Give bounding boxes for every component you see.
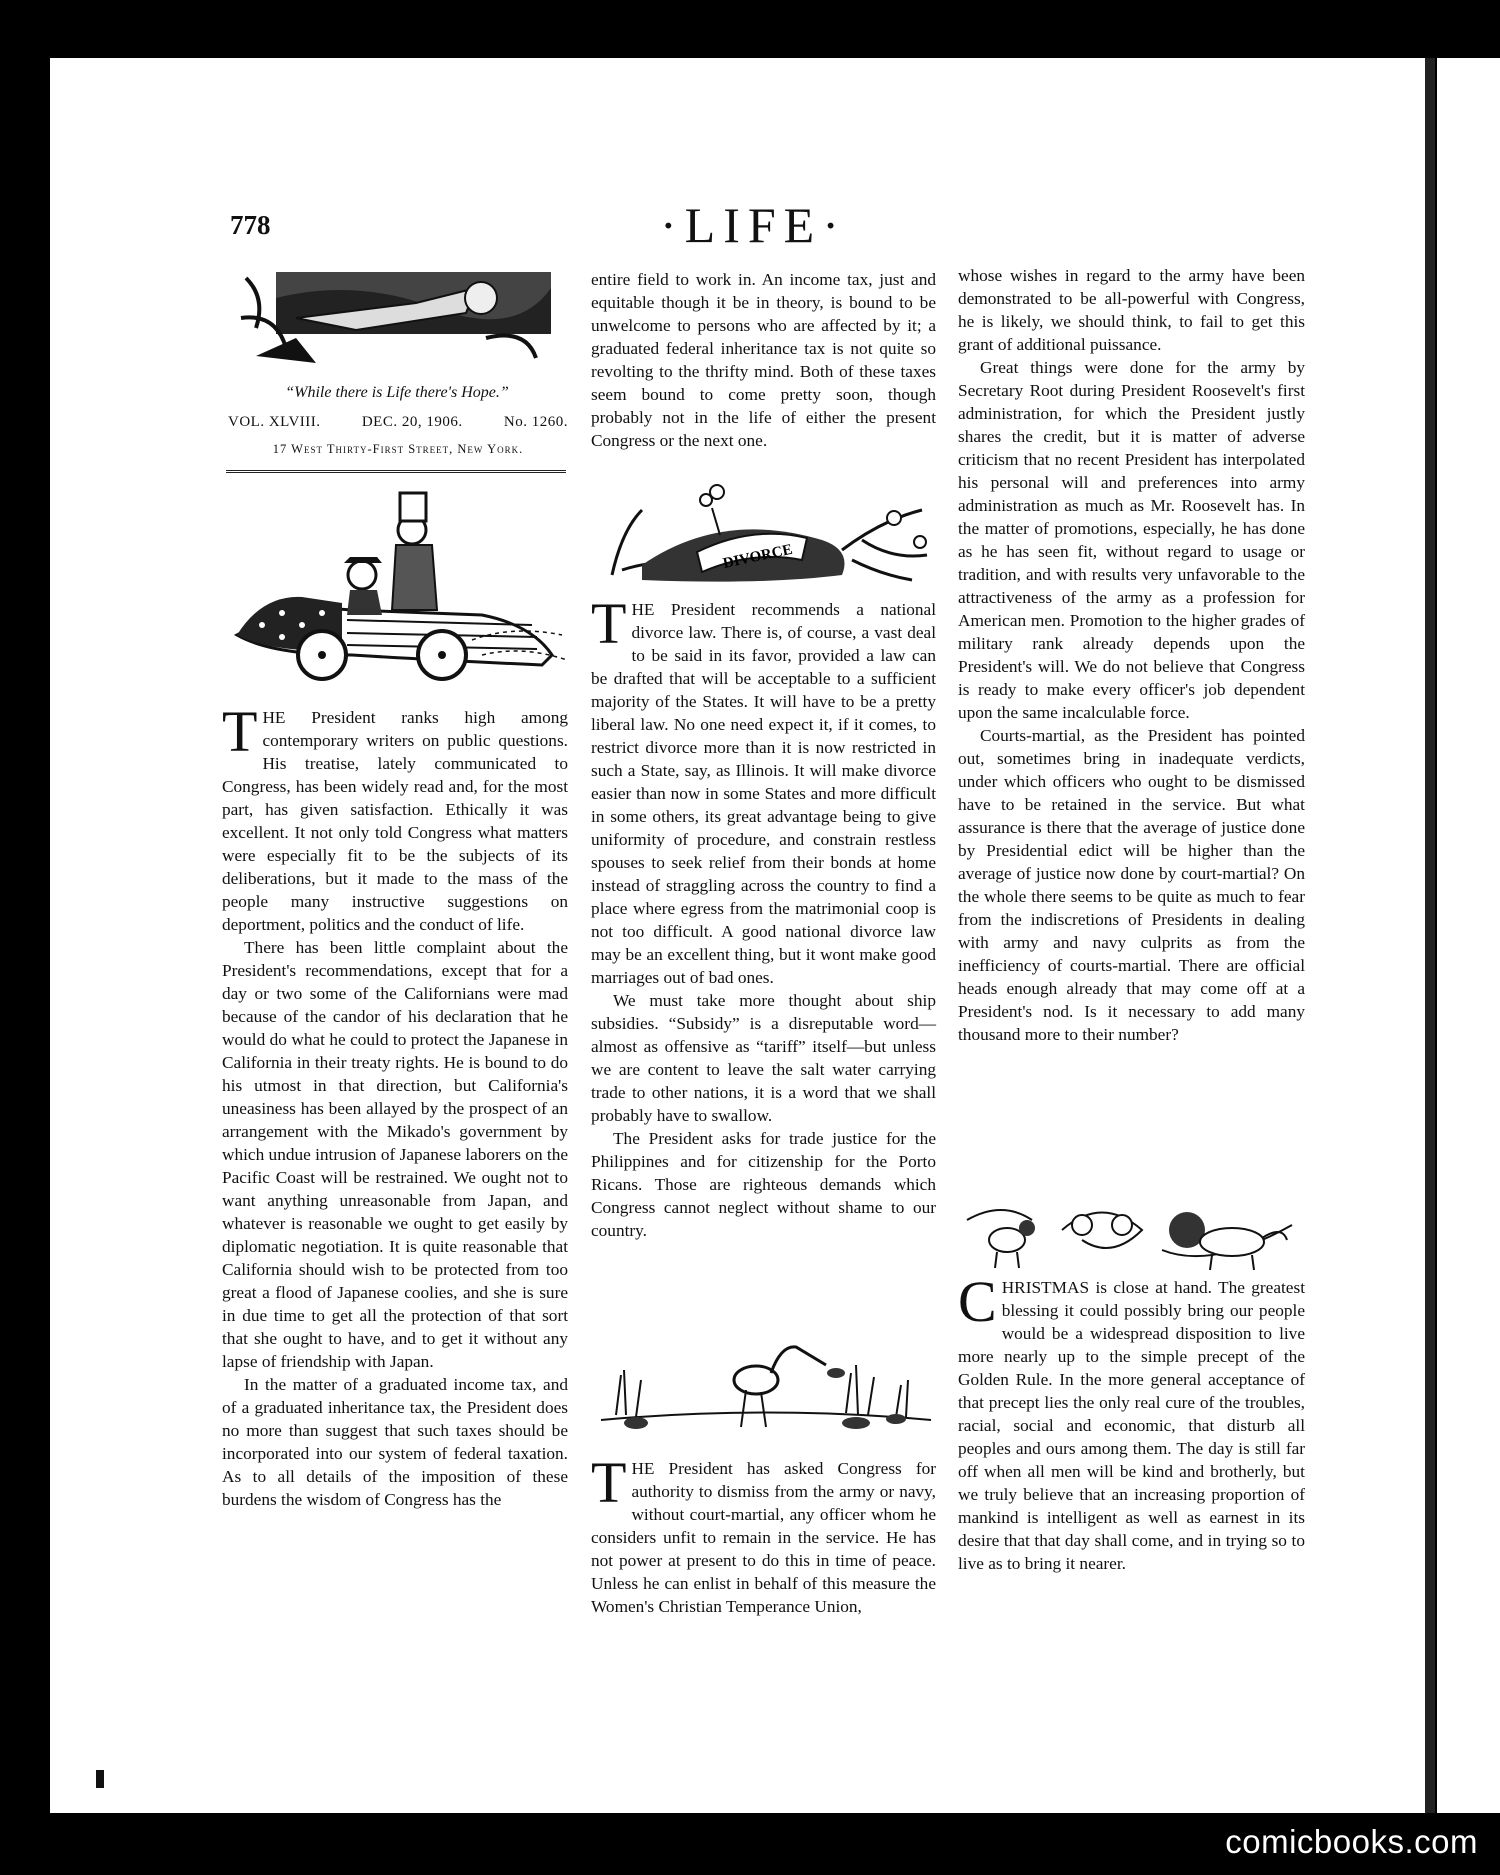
issue-number: No. 1260.: [503, 414, 568, 430]
col2-paragraph-3: We must take more thought about ship subsidies. “Subsidy” is a disreputable word—almost as offensive as “tariff” itself—but unless we are content to leave the salt water carrying trade to other nations, it is a word that we shall probably have to swallow.: [591, 991, 936, 1125]
col2-paragraph-4: The President asks for trade justice for the Philippines and for citizenship for the Porto Ricans. Those are righteous demands which Congress cannot neglect without shame to our country.: [591, 1129, 936, 1240]
col1-paragraph-3: In the matter of a graduated income tax, and of a graduated inheritance tax, the President does no more than suggest that such taxes should be incorporated into our system of federal taxation. As to all details of the imposition of these burdens the wisdom of Congress has the: [222, 1375, 568, 1509]
volume-number: VOL. XLVIII.: [228, 414, 321, 430]
col2-paragraph-1: entire field to work in. An income tax, just and equitable though it be in theory, is bound to be unwelcome to persons who are affected by it; a graduated federal inheritance tax is not quite so revolting to the thrifty mind. Both of these taxes seem bound to come pretty soon, though probably not in the life of either the present Congress or the next one.: [591, 270, 936, 450]
col1-paragraph-1: THE President ranks high among contemporary writers on public questions. His treatise, lately communicated to Congress, has been widely read and, for the most part, has given satisfaction. Ethically it was excellent. It not only told Congress what matters were especially fit to be the subjects of its deliberations, but it made to the mass of the people many instructive suggestions on deportment, politics and the conduct of life.: [222, 699, 568, 934]
page-gutter: [1425, 58, 1435, 1813]
volume-line: [228, 414, 568, 431]
col3-paragraph-4: CHRISTMAS is close at hand. The greatest blessing it could possibly bring our people would be a widespread disposition to live more nearly up to the simple precept of the Golden Rule. In the more general acceptance of that precept lies the only real cure of the troubles, racial, social and economic, that disturb all peoples and ours among them. The day is still far off when all men will be kind and brotherly, but we truly believe that an increasing proportion of mankind is intelligent as well as earnest in its desire that that day shall come, and in trying so to live as to bring it nearer.: [958, 1269, 1305, 1573]
adjacent-page-edge: [1437, 58, 1500, 1813]
page-number: 778: [230, 210, 271, 240]
scan-mark: [96, 1770, 104, 1788]
masthead-title: ·LIFE·: [660, 197, 847, 253]
col3-paragraph-3: Courts-martial, as the President has pointed out, sometimes bring in inadequate verdicts, under which officers who ought to be dismissed have to be retained in the service. But what assurance is there that the average of justice done by Presidential edict will be higher than the average of justice now done by court-martial? On the whole there seems to be quite as much to fear from the indiscretions of Presidents in dealing with army and navy culprits as from the inefficiency of courts-martial. There are official heads enough already that may come off at a President's nod. Is it necessary to add many thousand more to their number?: [958, 726, 1305, 1044]
col3-paragraph-2: Great things were done for the army by Secretary Root during President Roosevelt's first administration, for which the President justly shares the credit, but it is matter of adverse criticism that no recent President has interpolated his personal will and preferences into army administration as much as Mr. Roosevelt has. In the matter of promotions, especially, he has done as he has seen fit, without regard to usage or tradition, and with results very unfavorable to the attractiveness of the army as a profession for American men. Promotion to the higher grades of military rank already depends upon the President's will. We do not believe that Congress is ready to make every officer's job dependent upon the same incalculable force.: [958, 358, 1305, 722]
article-column-2-army: [591, 1450, 936, 1618]
issue-date: DEC. 20, 1906.: [361, 414, 463, 430]
automobile-cartoon-illustration: [232, 485, 572, 685]
masthead-vignette-illustration: [236, 268, 558, 368]
col3-paragraph-1: whose wishes in regard to the army have been demonstrated to be all-powerful with Congress, he is likely, we should think, to fail to get this grant of additional puissance.: [958, 266, 1305, 354]
source-watermark: comicbooks.com: [1225, 1823, 1478, 1860]
masthead-motto: “While there is Life there's Hope.”: [285, 384, 509, 401]
col2-paragraph-5: THE President has asked Congress for authority to dismiss from the army or navy, without court-martial, any officer whom he considers unfit to remain in the service. He has not power at present to do this in time of peace. Unless he can enlist in behalf of this measure the Women's Christian Temperance Union,: [591, 1450, 936, 1616]
article-column-1: [222, 699, 569, 1511]
divorce-label: DIVORCE: [721, 541, 794, 572]
stork-marsh-illustration: [596, 1335, 936, 1435]
col2-paragraph-2: THE President recommends a national divorce law. There is, of course, a vast deal to be said in its favor, provided a law can be drafted that will be acceptable to a sufficient majority of the States. It will have to be a pretty liberal law. No one need expect it, if it comes, to restrict divorce more than it is now restricted in such a State, say, as Illinois. It will make divorce easier than now in some States and more difficult in some others, its great advantage being to give uniformity of procedure, and constrain restless spouses to seek relief from their bonds at home instead of straggling across the country to find a place where egress from the matrimonial coop is not too difficult. A good national divorce law may be an excellent thing, but it wont make good marriages out of bad ones.: [591, 591, 936, 987]
col1-paragraph-2: There has been little complaint about the President's recommendations, except that for a day or two some of the Californians were mad because of the candor of his declaration that he would do what he could to protect the Japanese in California in their treaty rights. He is bound to do his utmost in that direction, but California's uneasiness has been allayed by the prospect of an arrangement with the Mikado's government by which undue intrusion of Japanese laborers on the Pacific Coast will be restrained. We ought not to want anything unreasonable from Japan, and whatever is reasonable we ought to get easily by diplomatic negotiation. It is quite reasonable that California should wish to be protected from too great a flood of Japanese coolies, and she is sure in due time to get all the protection of that sort that she ought to have, and to get it without any lapse of friendship with Japan.: [222, 938, 569, 1371]
article-column-3-christmas: [958, 1269, 1305, 1575]
article-column-2-top: [591, 268, 936, 452]
article-column-2-divorce: [591, 591, 936, 1242]
divorce-banner-illustration: [602, 480, 932, 590]
masthead-rule: [226, 470, 566, 473]
article-column-3: [958, 264, 1305, 1046]
publisher-address: 17 West Thirty-First Street, New York.: [272, 442, 524, 456]
lamb-and-lion-illustration: [962, 1200, 1298, 1275]
